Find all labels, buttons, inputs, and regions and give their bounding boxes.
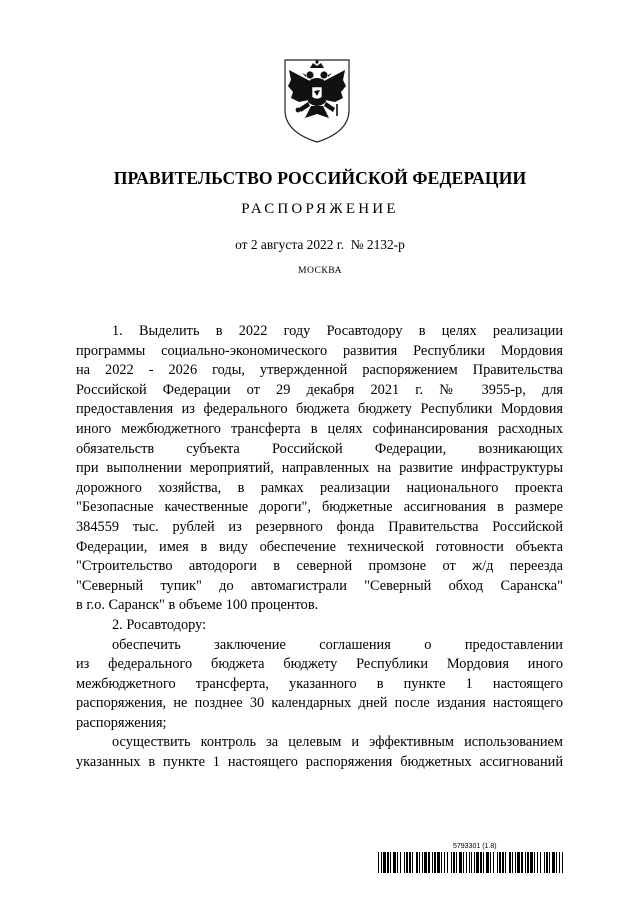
body-line: при выполнении мероприятий, направленных на развитие инфраструктуры — [76, 460, 563, 477]
body-line: на 2022 - 2026 годы, утвержденной распоряжением Правительства — [76, 362, 563, 379]
barcode-number: 5793301 (1.8) — [453, 843, 497, 850]
body-line: программы социально-экономического развития Республики Мордовия — [76, 342, 563, 359]
document-body — [76, 322, 563, 773]
coat-of-arms-emblem — [283, 58, 351, 144]
body-line: "Строительство автодороги в северной промзоне от ж/д переезда — [76, 558, 563, 575]
body-line: Федерации, имея в виду обеспечение технической готовности объекта — [76, 538, 563, 555]
document-date-number: от 2 августа 2022 г. № 2132-р — [235, 237, 405, 252]
body-line: в г.о. Саранск" в объеме 100 процентов. — [76, 597, 319, 614]
body-line: 1. Выделить в 2022 году Росавтодору в целях реализации — [112, 323, 563, 339]
body-line: иного межбюджетного трансферта в целях софинансирования расходных — [76, 420, 563, 437]
body-line: 2. Росавтодору: — [112, 616, 207, 633]
body-line: указанных в пункте 1 настоящего распоряжения бюджетных ассигнований — [76, 754, 563, 771]
document-type: РАСПОРЯЖЕНИЕ — [241, 201, 399, 217]
body-line: обеспечить заключение соглашения о предоставлении — [112, 636, 563, 653]
body-line: из федерального бюджета бюджету Республики Мордовия иного — [76, 656, 563, 673]
body-line: распоряжения, не позднее 30 календарных дней после издания настоящего — [76, 695, 563, 712]
body-line: дорожного хозяйства, в рамках реализации национального проекта — [76, 479, 563, 496]
body-line: осуществить контроль за целевым и эффективным использованием — [112, 734, 563, 751]
barcode-image — [378, 852, 563, 873]
body-line: Российской Федерации от 29 декабря 2021 г. № 3955-р, для — [76, 381, 563, 398]
body-line: "Безопасные качественные дороги", бюджетные ассигнования в размере — [76, 499, 563, 516]
body-line: межбюджетного трансферта, указанного в пункте 1 настоящего — [76, 675, 563, 692]
body-line: распоряжения; — [76, 714, 167, 731]
city-name: МОСКВА — [297, 265, 343, 276]
government-title: ПРАВИТЕЛЬСТВО РОССИЙСКОЙ ФЕДЕРАЦИИ — [113, 168, 527, 188]
body-line: "Северный тупик" до автомагистрали "Северный обход Саранска" — [76, 577, 563, 594]
body-line: 384559 тыс. рублей из резервного фонда Правительства Российской — [76, 518, 563, 535]
body-line: обязательств субъекта Российской Федерации, возникающих — [76, 440, 563, 457]
body-line: предоставления из федерального бюджета бюджету Республики Мордовия — [76, 401, 563, 418]
